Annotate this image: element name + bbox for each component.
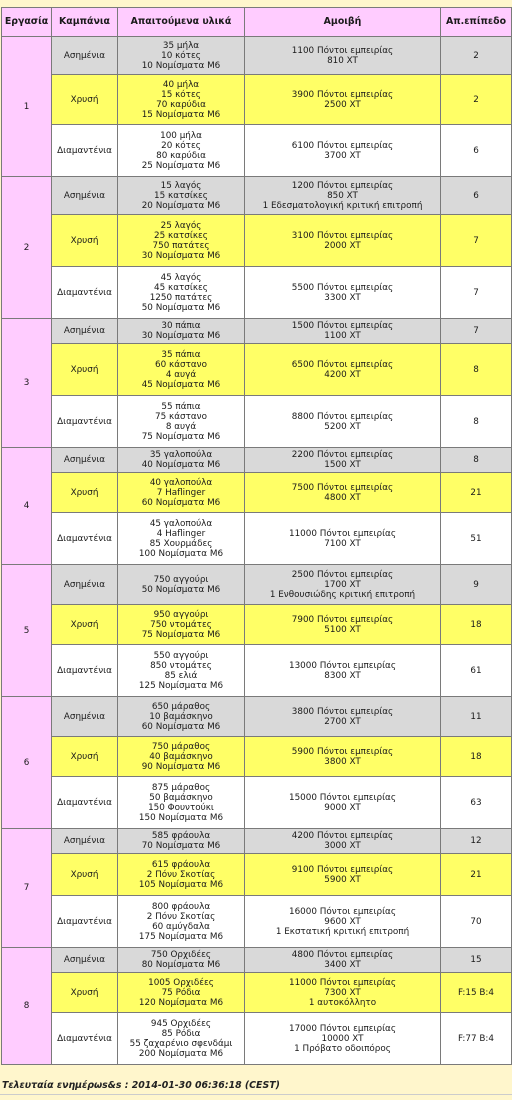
- material-line: 120 Νομίσματα M6: [138, 997, 224, 1008]
- reward-cell: [245, 1013, 441, 1065]
- material-line: 125 Νομίσματα M6: [138, 680, 224, 691]
- reward-line: 16000 Πόντοι εμπειρίας: [288, 906, 397, 917]
- reward-line: 4800 Πόντοι εμπειρίας: [291, 950, 394, 960]
- quest-row: [2, 319, 512, 344]
- campaign-cell: Διαμαντένια: [52, 777, 118, 829]
- material-line: 585 φράουλα: [151, 831, 211, 841]
- reward-cell: [245, 737, 441, 777]
- reward-line: 17000 Πόντοι εμπειρίας: [288, 1023, 397, 1034]
- last-updated-label: Τελευταία ενημέρωs&s :: [2, 1080, 129, 1091]
- materials-cell: [118, 645, 245, 697]
- last-updated-timestamp: 2014-01-30 06:36:18 (CEST): [131, 1080, 280, 1091]
- campaign-cell: Ασημένια: [52, 37, 118, 75]
- quest-row: [2, 645, 512, 697]
- material-line: 15 Νομίσματα M6: [141, 109, 221, 120]
- material-line: 25 λαγός: [160, 220, 202, 231]
- divider: [0, 1094, 512, 1095]
- reward-line: 2500 Πόντοι εμπειρίας: [291, 569, 394, 580]
- materials-cell: [118, 344, 245, 396]
- material-line: 615 φράουλα: [151, 859, 211, 870]
- material-line: 40 βαμάσκηνο: [149, 751, 213, 762]
- level-cell: 51: [441, 513, 512, 565]
- reward-line: 2500 XT: [324, 99, 361, 110]
- level-cell: 18: [441, 605, 512, 645]
- material-line: 85 Ρόδια: [161, 1028, 201, 1039]
- material-line: 70 Νομίσματα M6: [141, 841, 221, 851]
- reward-line: 1 αυτοκόλλητο: [308, 997, 377, 1008]
- materials-cell: [118, 605, 245, 645]
- quest-row: [2, 37, 512, 75]
- materials-cell: [118, 896, 245, 948]
- material-line: 45 κατσίκες: [154, 282, 208, 293]
- header-materials: Απαιτούμενα υλικά: [118, 8, 245, 37]
- reward-line: 5200 XT: [324, 421, 361, 432]
- material-line: 85 Χουρμάδες: [149, 538, 213, 549]
- quest-row: [2, 854, 512, 896]
- reward-line: 11000 Πόντοι εμπειρίας: [288, 528, 397, 539]
- quest-row: [2, 448, 512, 473]
- material-line: 650 μάραθος: [151, 701, 211, 712]
- quest-row: [2, 75, 512, 125]
- materials-cell: [118, 513, 245, 565]
- header-row: [2, 8, 512, 37]
- quest-number: 5: [2, 565, 52, 697]
- campaign-cell: Χρυσή: [52, 344, 118, 396]
- reward-cell: [245, 75, 441, 125]
- quest-number: 7: [2, 829, 52, 948]
- materials-cell: [118, 854, 245, 896]
- reward-line: 3900 Πόντοι εμπειρίας: [291, 89, 394, 100]
- level-cell: 8: [441, 396, 512, 448]
- quest-number: 1: [2, 37, 52, 177]
- material-line: 85 ελιά: [164, 670, 198, 681]
- reward-line: 5900 XT: [324, 874, 361, 885]
- material-line: 35 γαλοπούλα: [149, 450, 213, 460]
- campaign-cell: Ασημένια: [52, 948, 118, 973]
- quest-row: [2, 737, 512, 777]
- reward-line: 1 Πρόβατο οδοιπόρος: [294, 1043, 391, 1054]
- quest-table-body: [2, 37, 512, 1065]
- material-line: 10 Νομίσματα M6: [141, 60, 221, 71]
- reward-line: 5100 XT: [324, 624, 361, 635]
- campaign-cell: Διαμαντένια: [52, 396, 118, 448]
- material-line: 75 Ρόδια: [161, 987, 201, 998]
- material-line: 175 Νομίσματα M6: [138, 931, 224, 942]
- level-cell: F:15 B:4: [441, 973, 512, 1013]
- material-line: 150 Φουντούκι: [148, 802, 214, 813]
- reward-line: 7100 XT: [324, 538, 361, 549]
- material-line: 1005 Ορχιδέες: [148, 977, 214, 988]
- reward-line: 4200 XT: [324, 369, 361, 380]
- material-line: 945 Ορχιδέες: [150, 1018, 212, 1029]
- campaign-cell: Ασημένια: [52, 829, 118, 854]
- campaign-cell: Διαμαντένια: [52, 125, 118, 177]
- material-line: 7 Haflinger: [156, 487, 206, 498]
- reward-line: 9000 XT: [324, 802, 361, 813]
- reward-line: 3700 XT: [324, 150, 361, 161]
- reward-cell: [245, 645, 441, 697]
- material-line: 30 πάπια: [161, 321, 201, 331]
- material-line: 105 Νομίσματα M6: [138, 879, 224, 890]
- quest-row: [2, 396, 512, 448]
- material-line: 60 Νομίσματα M6: [141, 721, 221, 732]
- material-line: 15 κατσίκες: [154, 190, 208, 201]
- campaign-cell: Διαμαντένια: [52, 896, 118, 948]
- material-line: 60 κάστανο: [155, 359, 207, 370]
- reward-line: 1200 Πόντοι εμπειρίας: [291, 180, 394, 191]
- reward-cell: [245, 605, 441, 645]
- campaign-cell: Ασημένια: [52, 697, 118, 737]
- level-cell: 18: [441, 737, 512, 777]
- reward-line: 3000 XT: [324, 841, 361, 851]
- reward-cell: [245, 448, 441, 473]
- header-campaign: Καμπάνια: [52, 8, 118, 37]
- level-cell: 8: [441, 344, 512, 396]
- material-line: 45 Νομίσματα M6: [141, 379, 221, 390]
- materials-cell: [118, 319, 245, 344]
- quest-row: [2, 177, 512, 215]
- materials-cell: [118, 473, 245, 513]
- material-line: 60 Νομίσματα M6: [141, 497, 221, 508]
- material-line: 40 μήλα: [162, 79, 200, 90]
- reward-line: 6100 Πόντοι εμπειρίας: [291, 140, 394, 151]
- material-line: 2 Πόνυ Σκοτίας: [146, 911, 216, 922]
- reward-cell: [245, 513, 441, 565]
- material-line: 45 γαλοπούλα: [149, 518, 213, 529]
- quest-number: 8: [2, 948, 52, 1065]
- campaign-cell: Ασημένια: [52, 565, 118, 605]
- reward-line: 3400 XT: [324, 960, 361, 970]
- material-line: 50 βαμάσκηνο: [149, 792, 213, 803]
- materials-cell: [118, 973, 245, 1013]
- material-line: 75 κάστανο: [155, 411, 207, 422]
- materials-cell: [118, 75, 245, 125]
- reward-line: 2000 XT: [324, 240, 361, 251]
- quest-number: 4: [2, 448, 52, 565]
- material-line: 150 Νομίσματα M6: [138, 812, 224, 823]
- reward-cell: [245, 854, 441, 896]
- reward-line: 1500 XT: [324, 460, 361, 470]
- quest-row: [2, 513, 512, 565]
- last-updated: [2, 1080, 280, 1091]
- reward-cell: [245, 319, 441, 344]
- level-cell: 15: [441, 948, 512, 973]
- reward-cell: [245, 215, 441, 267]
- material-line: 90 Νομίσματα M6: [141, 761, 221, 772]
- material-line: 750 Ορχιδέες: [150, 950, 212, 960]
- material-line: 80 Νομίσματα M6: [141, 960, 221, 970]
- reward-cell: [245, 473, 441, 513]
- reward-line: 3100 Πόντοι εμπειρίας: [291, 230, 394, 241]
- reward-line: 3800 Πόντοι εμπειρίας: [291, 706, 394, 717]
- level-cell: 7: [441, 319, 512, 344]
- reward-line: 8800 Πόντοι εμπειρίας: [291, 411, 394, 422]
- reward-line: 8300 XT: [324, 670, 361, 681]
- campaign-cell: Χρυσή: [52, 75, 118, 125]
- level-cell: 63: [441, 777, 512, 829]
- quest-row: [2, 777, 512, 829]
- material-line: 75 Νομίσματα M6: [141, 431, 221, 442]
- reward-line: 7500 Πόντοι εμπειρίας: [291, 482, 394, 493]
- reward-cell: [245, 565, 441, 605]
- material-line: 950 αγγούρι: [153, 609, 209, 620]
- material-line: 70 καρύδια: [156, 99, 206, 110]
- quest-number: 3: [2, 319, 52, 448]
- reward-cell: [245, 125, 441, 177]
- level-cell: 6: [441, 125, 512, 177]
- reward-cell: [245, 344, 441, 396]
- reward-cell: [245, 37, 441, 75]
- reward-line: 1100 XT: [324, 331, 361, 341]
- level-cell: 7: [441, 215, 512, 267]
- reward-line: 11000 Πόντοι εμπειρίας: [288, 977, 397, 988]
- quest-row: [2, 1013, 512, 1065]
- reward-line: 3300 XT: [324, 292, 361, 303]
- campaign-cell: Διαμαντένια: [52, 513, 118, 565]
- campaign-cell: Διαμαντένια: [52, 645, 118, 697]
- quest-row: [2, 267, 512, 319]
- reward-cell: [245, 896, 441, 948]
- materials-cell: [118, 37, 245, 75]
- material-line: 2 Πόνυ Σκοτίας: [146, 869, 216, 880]
- materials-cell: [118, 777, 245, 829]
- material-line: 4 αυγά: [165, 369, 197, 380]
- level-cell: 7: [441, 267, 512, 319]
- material-line: 25 κατσίκες: [154, 230, 208, 241]
- reward-line: 7900 Πόντοι εμπειρίας: [291, 614, 394, 625]
- reward-line: 9100 Πόντοι εμπειρίας: [291, 864, 394, 875]
- reward-cell: [245, 177, 441, 215]
- reward-line: 1 Εκστατική κριτική επιτροπή: [275, 926, 410, 937]
- material-line: 45 λαγός: [160, 272, 202, 283]
- material-line: 80 καρύδια: [156, 150, 206, 161]
- materials-cell: [118, 948, 245, 973]
- material-line: 20 Νομίσματα M6: [141, 200, 221, 211]
- quest-row: [2, 125, 512, 177]
- campaign-cell: Χρυσή: [52, 854, 118, 896]
- material-line: 55 πάπια: [161, 401, 201, 412]
- reward-cell: [245, 267, 441, 319]
- material-line: 750 πατάτες: [152, 240, 210, 251]
- reward-line: 4800 XT: [324, 492, 361, 503]
- quest-row: [2, 973, 512, 1013]
- header-quest: Εργασία: [2, 8, 52, 37]
- material-line: 10 βαμάσκηνο: [149, 711, 213, 722]
- reward-line: 850 XT: [327, 190, 358, 201]
- material-line: 30 Νομίσματα M6: [141, 331, 221, 341]
- level-cell: 21: [441, 473, 512, 513]
- campaign-cell: Ασημένια: [52, 448, 118, 473]
- reward-cell: [245, 777, 441, 829]
- material-line: 4 Haflinger: [156, 528, 206, 539]
- level-cell: 2: [441, 75, 512, 125]
- material-line: 25 Νομίσματα M6: [141, 160, 221, 171]
- reward-line: 4200 Πόντοι εμπειρίας: [291, 831, 394, 841]
- reward-cell: [245, 973, 441, 1013]
- level-cell: 2: [441, 37, 512, 75]
- materials-cell: [118, 1013, 245, 1065]
- material-line: 8 αυγά: [165, 421, 197, 432]
- reward-cell: [245, 948, 441, 973]
- level-cell: 21: [441, 854, 512, 896]
- reward-line: 1100 Πόντοι εμπειρίας: [291, 45, 394, 56]
- level-cell: 8: [441, 448, 512, 473]
- reward-line: 2200 Πόντοι εμπειρίας: [291, 450, 394, 460]
- materials-cell: [118, 448, 245, 473]
- header-reward: Αμοιβή: [245, 8, 441, 37]
- level-cell: 12: [441, 829, 512, 854]
- reward-line: 6500 Πόντοι εμπειρίας: [291, 359, 394, 370]
- quest-row: [2, 215, 512, 267]
- reward-cell: [245, 697, 441, 737]
- materials-cell: [118, 697, 245, 737]
- header-level: Απ.επίπεδο: [441, 8, 512, 37]
- materials-cell: [118, 177, 245, 215]
- quest-row: [2, 565, 512, 605]
- quest-table: [1, 7, 512, 1065]
- material-line: 35 πάπια: [161, 349, 201, 360]
- material-line: 35 μήλα: [162, 40, 200, 51]
- material-line: 15 λαγός: [160, 180, 202, 191]
- material-line: 550 αγγούρι: [153, 650, 209, 661]
- material-line: 200 Νομίσματα M6: [138, 1048, 224, 1059]
- material-line: 55 ζαχαρένιο σφενδάμι: [129, 1038, 233, 1049]
- material-line: 100 μήλα: [160, 130, 202, 141]
- quest-row: [2, 344, 512, 396]
- campaign-cell: Χρυσή: [52, 973, 118, 1013]
- material-line: 750 ντομάτες: [150, 619, 212, 630]
- material-line: 30 Νομίσματα M6: [141, 250, 221, 261]
- reward-line: 9600 XT: [324, 916, 361, 927]
- materials-cell: [118, 829, 245, 854]
- reward-line: 3800 XT: [324, 756, 361, 767]
- campaign-cell: Χρυσή: [52, 473, 118, 513]
- reward-cell: [245, 396, 441, 448]
- materials-cell: [118, 125, 245, 177]
- campaign-cell: Ασημένια: [52, 177, 118, 215]
- material-line: 10 κότες: [161, 50, 201, 61]
- materials-cell: [118, 267, 245, 319]
- quest-row: [2, 829, 512, 854]
- material-line: 40 γαλοπούλα: [149, 477, 213, 488]
- reward-cell: [245, 829, 441, 854]
- reward-line: 810 XT: [327, 55, 358, 66]
- campaign-cell: Ασημένια: [52, 319, 118, 344]
- level-cell: F:77 B:4: [441, 1013, 512, 1065]
- quest-number: 6: [2, 697, 52, 829]
- reward-line: 7300 XT: [324, 987, 361, 998]
- reward-line: 1500 Πόντοι εμπειρίας: [291, 321, 394, 331]
- material-line: 60 αμύγδαλα: [152, 921, 210, 932]
- material-line: 40 Νομίσματα M6: [141, 460, 221, 470]
- reward-line: 13000 Πόντοι εμπειρίας: [288, 660, 397, 671]
- material-line: 75 Νομίσματα M6: [141, 629, 221, 640]
- reward-line: 2700 XT: [324, 716, 361, 727]
- reward-line: 1 Εδεσματολογική κριτική επιτροπή: [262, 200, 423, 211]
- reward-line: 1 Ενθουσιώδης κριτική επιτροπή: [269, 589, 416, 600]
- quest-row: [2, 948, 512, 973]
- materials-cell: [118, 565, 245, 605]
- material-line: 1250 πατάτες: [149, 292, 213, 303]
- material-line: 850 ντομάτες: [150, 660, 212, 671]
- reward-line: 5900 Πόντοι εμπειρίας: [291, 746, 394, 757]
- campaign-cell: Χρυσή: [52, 605, 118, 645]
- level-cell: 61: [441, 645, 512, 697]
- level-cell: 11: [441, 697, 512, 737]
- quest-row: [2, 473, 512, 513]
- materials-cell: [118, 737, 245, 777]
- level-cell: 9: [441, 565, 512, 605]
- reward-line: 5500 Πόντοι εμπειρίας: [291, 282, 394, 293]
- quest-number: 2: [2, 177, 52, 319]
- level-cell: 6: [441, 177, 512, 215]
- reward-line: 1700 XT: [324, 579, 361, 590]
- material-line: 750 μάραθος: [151, 741, 211, 752]
- material-line: 50 Νομίσματα M6: [141, 584, 221, 595]
- materials-cell: [118, 396, 245, 448]
- quest-row: [2, 697, 512, 737]
- quest-row: [2, 896, 512, 948]
- material-line: 15 κότες: [161, 89, 201, 100]
- quest-row: [2, 605, 512, 645]
- level-cell: 70: [441, 896, 512, 948]
- material-line: 50 Νομίσματα M6: [141, 302, 221, 313]
- reward-line: 15000 Πόντοι εμπειρίας: [288, 792, 397, 803]
- material-line: 100 Νομίσματα M6: [138, 548, 224, 559]
- material-line: 800 φράουλα: [151, 901, 211, 912]
- campaign-cell: Χρυσή: [52, 215, 118, 267]
- materials-cell: [118, 215, 245, 267]
- material-line: 750 αγγούρι: [153, 574, 209, 585]
- campaign-cell: Χρυσή: [52, 737, 118, 777]
- campaign-cell: Διαμαντένια: [52, 1013, 118, 1065]
- material-line: 20 κότες: [161, 140, 201, 151]
- campaign-cell: Διαμαντένια: [52, 267, 118, 319]
- material-line: 875 μάραθος: [151, 782, 211, 793]
- reward-line: 10000 XT: [321, 1033, 364, 1044]
